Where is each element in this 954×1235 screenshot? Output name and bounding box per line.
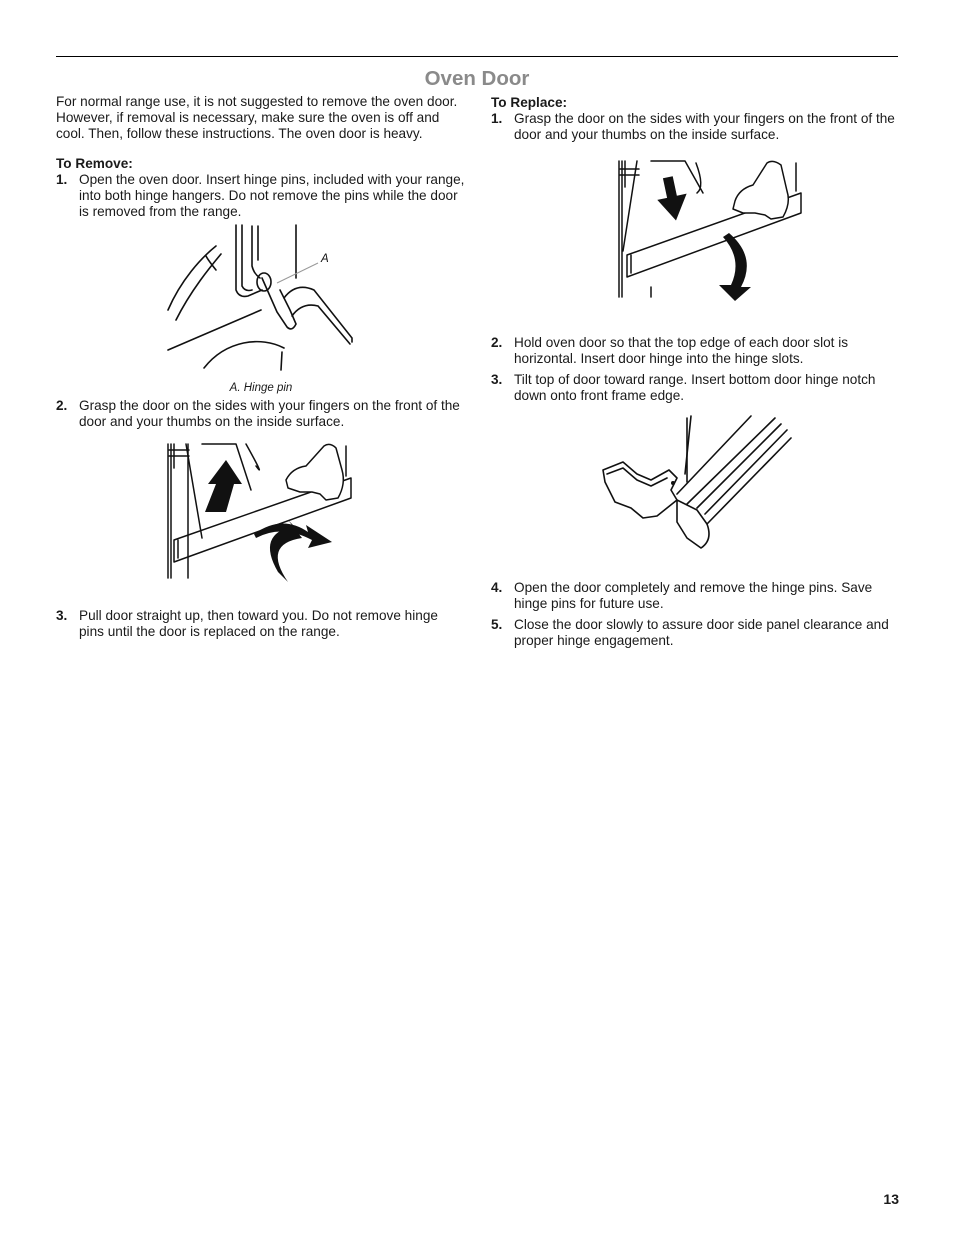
replace-step-2	[491, 335, 901, 367]
step-text: Pull door straight up, then toward you. Do not remove hinge pins until the door is replaced on the range.	[79, 608, 438, 639]
page-number: 13	[883, 1191, 899, 1207]
remove-step-2	[56, 398, 466, 430]
remove-step-1	[56, 172, 466, 220]
remove-step-3	[56, 608, 466, 640]
remove-heading: To Remove:	[56, 156, 133, 171]
hinge-pin-illustration	[56, 220, 466, 398]
hinge-pin-drawing	[56, 220, 466, 380]
replace-heading: To Replace:	[491, 95, 568, 110]
step-text: Open the door completely and remove the hinge pins. Save hinge pins for future use.	[514, 580, 873, 611]
replace-door-illustration	[491, 157, 901, 335]
step-text: Grasp the door on the sides with your fingers on the front of the door and your thumbs on the inside surface.	[79, 398, 460, 429]
replace-step-3	[491, 372, 901, 404]
step-number: 1.	[491, 111, 503, 126]
hinge-notch-illustration	[491, 412, 901, 580]
page-title: Oven Door	[424, 67, 530, 90]
right-column	[491, 95, 901, 649]
step-number: 3.	[491, 372, 503, 387]
step-number: 5.	[491, 617, 503, 632]
figure-caption: A. Hinge pin	[229, 382, 293, 394]
replace-door-drawing	[491, 157, 901, 305]
step-number: 1.	[56, 172, 68, 187]
step-number: 2.	[56, 398, 68, 413]
left-column	[56, 94, 466, 640]
step-number: 3.	[56, 608, 68, 623]
step-text: Tilt top of door toward range. Insert bottom door hinge notch down onto front frame edge.	[514, 372, 876, 403]
step-text: Close the door slowly to assure door side panel clearance and proper hinge engagement.	[514, 617, 889, 648]
callout-a: A	[321, 253, 329, 265]
step-number: 2.	[491, 335, 503, 350]
remove-door-drawing	[56, 440, 466, 588]
step-text: Open the oven door. Insert hinge pins, included with your range, into both hinge hangers. Do not remove the pins while the door is removed from the range.	[79, 172, 465, 219]
remove-door-illustration	[56, 440, 466, 608]
step-text: Grasp the door on the sides with your fingers on the front of the door and your thumbs on the inside surface.	[514, 111, 895, 142]
step-text: Hold oven door so that the top edge of each door slot is horizontal. Insert door hinge into the hinge slots.	[514, 335, 849, 366]
top-rule	[56, 56, 898, 57]
hinge-notch-drawing	[491, 412, 901, 560]
replace-step-4	[491, 580, 901, 612]
intro-paragraph: For normal range use, it is not suggested to remove the oven door. However, if removal is necessary, make sure the oven is off and cool. Then, follow these instructions. The oven door is heavy.	[56, 94, 458, 141]
step-number: 4.	[491, 580, 503, 595]
replace-step-5	[491, 617, 901, 649]
replace-step-1	[491, 111, 901, 143]
